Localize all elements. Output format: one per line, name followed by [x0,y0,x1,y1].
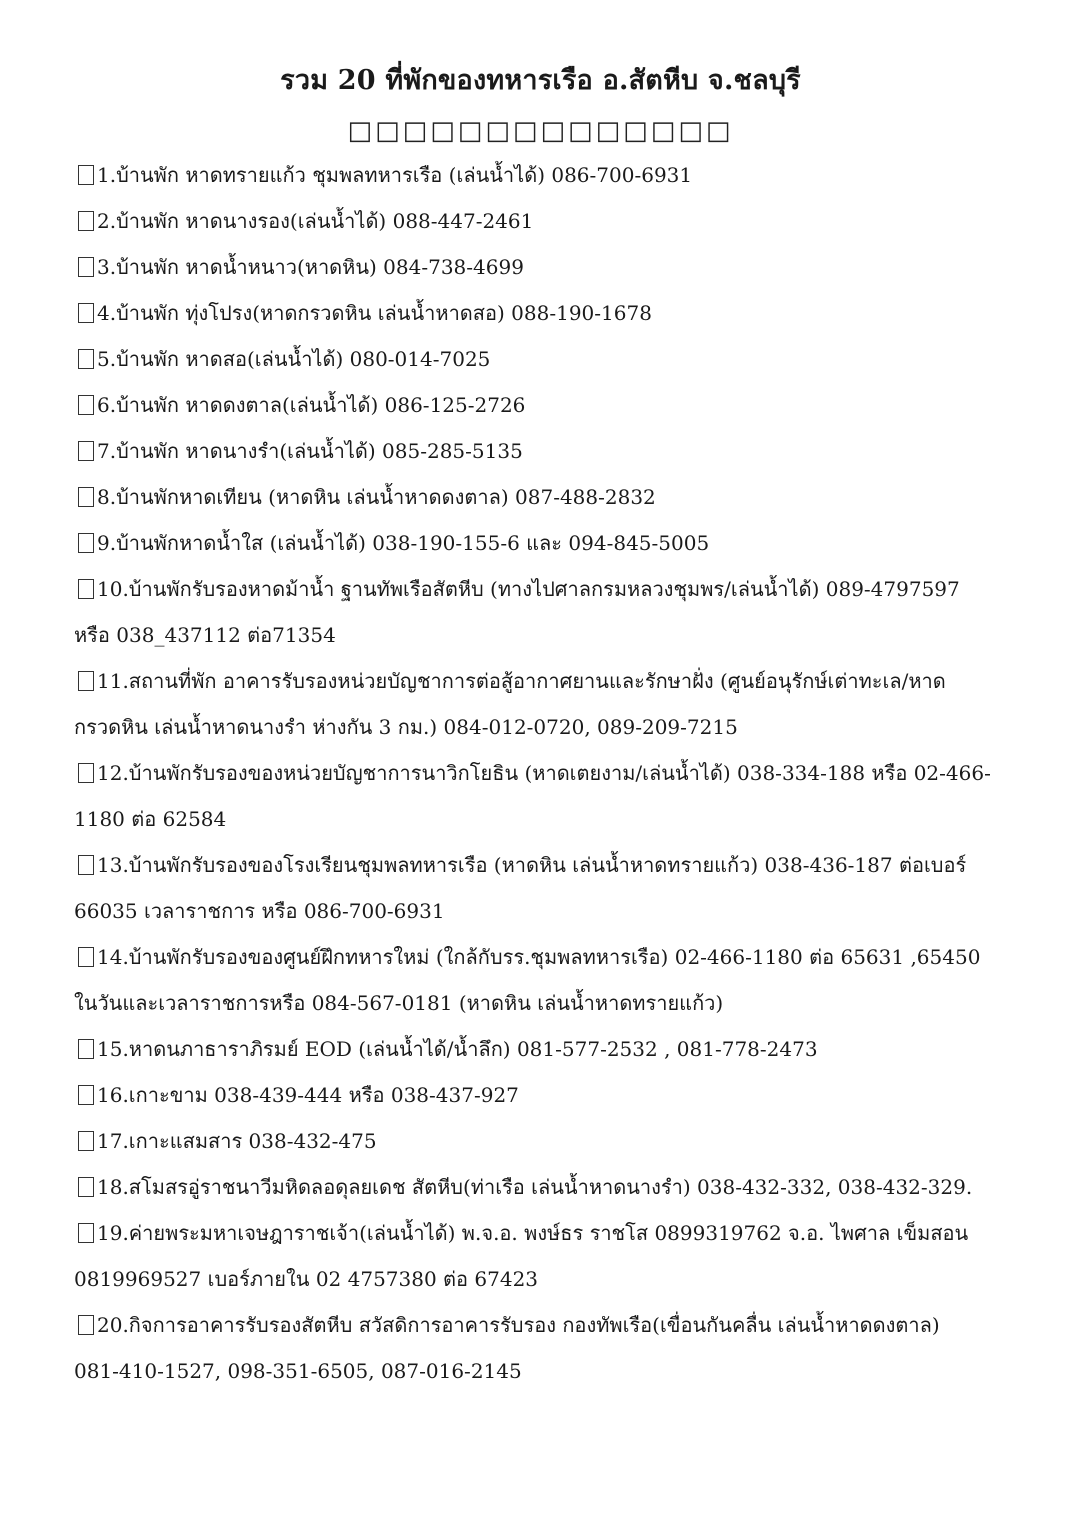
accommodation-list [74,152,1036,1394]
checkbox-icon [78,441,94,461]
list-item-text: 14.บ้านพักรับรองของศูนย์ฝึกทหารใหม่ (ใกล้กับรร.ชุมพลทหารเรือ) 02-466-1180 ต่อ 65631 ,65450 [97,945,981,969]
list-item [74,382,1036,428]
list-item [74,290,1036,336]
checkbox-icon [78,1177,94,1197]
list-item-text: 4.บ้านพัก ทุ่งโปรง(หาดกรวดหิน เล่นน้ำหาดสอ) 088-190-1678 [97,301,652,325]
list-item-text: ในวันและเวลาราชการหรือ 084-567-0181 (หาดหิน เล่นน้ำหาดทรายแก้ว) [74,991,724,1015]
list-item-text: 13.บ้านพักรับรองของโรงเรียนชุมพลทหารเรือ (หาดหิน เล่นน้ำหาดทรายแก้ว) 038-436-187 ต่อเบอร์ [97,853,967,877]
list-item-line [74,1072,1036,1118]
list-item-line [74,750,1036,796]
list-item [74,520,1036,566]
checkbox-icon [78,487,94,507]
checkbox-icon [78,349,94,369]
list-item-continuation-line [74,612,1036,658]
list-item [74,934,1036,1026]
list-item-line [74,658,1036,704]
list-item [74,152,1036,198]
list-item-text: 8.บ้านพักหาดเทียน (หาดหิน เล่นน้ำหาดดงตาล) 087-488-2832 [97,485,656,509]
list-item-text: 3.บ้านพัก หาดน้ำหนาว(หาดหิน) 084-738-4699 [97,255,524,279]
list-item-line [74,842,1036,888]
list-item-text: 18.สโมสรอู่ราชนาวีมหิดลอดุลยเดช สัตหีบ(ท่าเรือ เล่นน้ำหาดนางรำ) 038-432-332, 038-432-329. [97,1175,973,1199]
list-item-text: 0819969527 เบอร์ภายใน 02 4757380 ต่อ 67423 [74,1267,539,1291]
page-title: รวม 20 ที่พักของทหารเรือ อ.สัตหีบ จ.ชลบุรี [280,65,801,96]
list-item-text: 12.บ้านพักรับรองของหน่วยบัญชาการนาวิกโยธิน (หาดเตยงาม/เล่นน้ำได้) 038-334-188 หรือ 02-466- [97,761,991,785]
checkbox-icon [78,1315,94,1335]
checkbox-icon [78,1085,94,1105]
list-item [74,336,1036,382]
list-item [74,198,1036,244]
list-item [74,1072,1036,1118]
list-item [74,244,1036,290]
list-item-line [74,1118,1036,1164]
list-item-line [74,198,1036,244]
list-item-line [74,152,1036,198]
list-item-text: 17.เกาะแสมสาร 038-432-475 [97,1129,377,1153]
checkbox-icon [78,165,94,185]
list-item-text: 15.หาดนภาธาราภิรมย์ EOD (เล่นน้ำได้/น้ำลึก) 081-577-2532 , 081-778-2473 [97,1037,818,1061]
list-item-continuation-line [74,1348,1036,1394]
list-item-text: 11.สถานที่พัก อาคารรับรองหน่วยบัญชาการต่อสู้อากาศยานและรักษาฝั่ง (ศูนย์อนุรักษ์เต่าทะเล/หาด [97,669,946,693]
list-item-line [74,934,1036,980]
list-item-line [74,428,1036,474]
list-item-line [74,520,1036,566]
checkbox-icon [78,763,94,783]
list-item-continuation-line [74,704,1036,750]
list-item-text: 081-410-1527, 098-351-6505, 087-016-2145 [74,1359,522,1383]
list-item-line [74,382,1036,428]
list-item-line [74,474,1036,520]
list-item-text: 9.บ้านพักหาดน้ำใส (เล่นน้ำได้) 038-190-155-6 และ 094-845-5005 [97,531,710,555]
checkbox-icon [78,1039,94,1059]
list-item [74,842,1036,934]
checkbox-icon [78,303,94,323]
list-item-text: 16.เกาะขาม 038-439-444 หรือ 038-437-927 [97,1083,519,1107]
list-item-continuation-line [74,888,1036,934]
list-item-text: 1180 ต่อ 62584 [74,807,227,831]
list-item-text: 20.กิจการอาคารรับรองสัตหีบ สวัสดิการอาคารรับรอง กองทัพเรือ(เขื่อนกันคลื่น เล่นน้ำหาดดงตาล) [97,1313,940,1337]
list-item-text: 7.บ้านพัก หาดนางรำ(เล่นน้ำได้) 085-285-5135 [97,439,523,463]
list-item [74,1302,1036,1394]
checkbox-icon [78,257,94,277]
list-item [74,428,1036,474]
checkbox-icon [78,579,94,599]
list-item-text: 2.บ้านพัก หาดนางรอง(เล่นน้ำได้) 088-447-2461 [97,209,534,233]
list-item-continuation-line [74,980,1036,1026]
list-item-line [74,1164,1036,1210]
list-item-text: 66035 เวลาราชการ หรือ 086-700-6931 [74,899,445,923]
list-item-line [74,290,1036,336]
checkbox-icon [78,1131,94,1151]
list-item-text: 5.บ้านพัก หาดสอ(เล่นน้ำได้) 080-014-7025 [97,347,491,371]
checkbox-icon [78,671,94,691]
checkbox-icon [78,947,94,967]
checkbox-icon [78,1223,94,1243]
list-item-text: 10.บ้านพักรับรองหาดม้าน้ำ ฐานทัพเรือสัตหีบ (ทางไปศาลกรมหลวงชุมพร/เล่นน้ำได้) 089-4797597 [97,577,960,601]
list-item-continuation-line [74,796,1036,842]
list-item-text: กรวดหิน เล่นน้ำหาดนางรำ ห่างกัน 3 กม.) 084-012-0720, 089-209-7215 [74,715,738,739]
checkbox-icon [78,855,94,875]
list-item-text: 6.บ้านพัก หาดดงตาล(เล่นน้ำได้) 086-125-2726 [97,393,526,417]
list-item-text: 1.บ้านพัก หาดทรายแก้ว ชุมพลทหารเรือ (เล่นน้ำได้) 086-700-6931 [97,163,693,187]
list-item [74,1164,1036,1210]
list-item-line [74,1210,1036,1256]
list-item [74,750,1036,842]
list-item [74,1210,1036,1302]
list-item-line [74,566,1036,612]
list-item [74,1118,1036,1164]
list-item-line [74,336,1036,382]
list-item [74,1026,1036,1072]
list-item-line [74,244,1036,290]
list-item [74,658,1036,750]
list-item-line [74,1302,1036,1348]
list-item [74,566,1036,658]
list-item-text: หรือ 038_437112 ต่อ71354 [74,623,336,647]
checkbox-icon [78,533,94,553]
checkbox-icon [78,395,94,415]
subtitle-placeholder-boxes: □□□□□□□□□□□□□□ [347,116,734,146]
list-item-line [74,1026,1036,1072]
checkbox-icon [78,211,94,231]
list-item-text: 19.ค่ายพระมหาเจษฎาราชเจ้า(เล่นน้ำได้) พ.จ.อ. พงษ์ธร ราชโส 0899319762 จ.อ. ไพศาล เข็มสอน [97,1221,969,1245]
list-item-continuation-line [74,1256,1036,1302]
list-item [74,474,1036,520]
